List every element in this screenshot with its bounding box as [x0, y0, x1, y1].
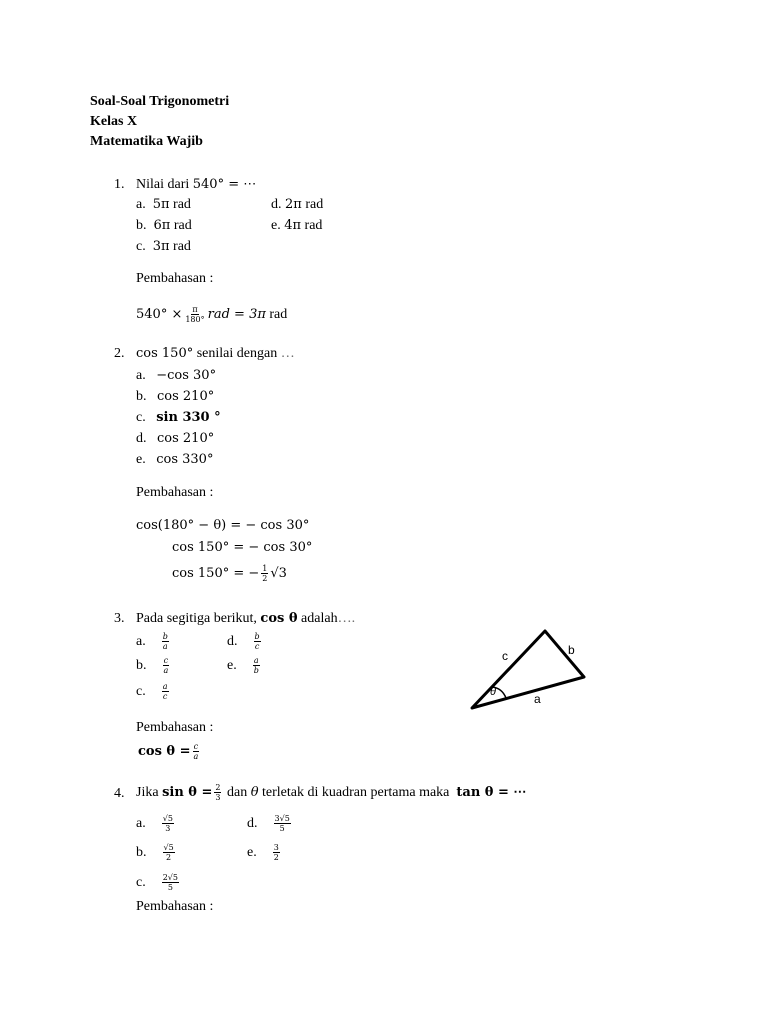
q4-number: 4. [114, 786, 125, 801]
q1-option-d: d. 2π rad [271, 197, 324, 212]
q2-question: cos 150° senilai dengan … [136, 346, 295, 361]
doc-subject: Matematika Wajib [90, 134, 203, 149]
triangle-side-a: a [534, 692, 541, 706]
q3-option-e: e. $\frac{a}{b}$ [227, 656, 259, 676]
q1-option-a: a. 5π rad [136, 197, 191, 212]
q2-solution-line2: cos 150° = − cos 30° [172, 540, 313, 555]
q2-pembahasan-label: Pembahasan : [136, 485, 214, 500]
q3-pembahasan-label: Pembahasan : [136, 720, 214, 735]
q1-option-b: b. 6π rad [136, 218, 192, 233]
q3-option-d: d. $\frac{b}{c}$ [227, 632, 260, 652]
q2-option-e: e. cos 330° [136, 452, 214, 467]
q2-option-d: d. cos 210° [136, 431, 215, 446]
q2-option-b: b. cos 210° [136, 389, 215, 404]
q4-option-e: e. $\frac{3}{2}$ [247, 843, 279, 863]
triangle-side-c: c [502, 649, 508, 663]
q4-option-c: c. $\frac{2√5}{5}$ [136, 873, 178, 893]
q3-option-c: c. $\frac{a}{c}$ [136, 682, 168, 702]
q1-number: 1. [114, 177, 125, 192]
triangle-angle-theta: θ [490, 686, 496, 698]
q1-text: Nilai dari [136, 177, 190, 192]
q1-option-e: e. 4π rad [271, 218, 323, 233]
q1-option-c: c. 3π rad [136, 239, 191, 254]
q2-number: 2. [114, 346, 125, 361]
doc-class: Kelas X [90, 114, 138, 129]
q2-solution-line3: cos 150° = − $\frac{1}{2}$ √3 [172, 563, 287, 583]
q2-option-c: c. sin 330 ° [136, 410, 221, 425]
q3-solution: cos θ = $\frac{c}{a}$ [138, 741, 199, 761]
q1-pembahasan-label: Pembahasan : [136, 271, 214, 286]
q4-option-d: d. $\frac{3√5}{5}$ [247, 814, 290, 834]
triangle-figure [466, 622, 596, 714]
q3-option-b: b. $\frac{c}{a}$ [136, 656, 169, 676]
q3-number: 3. [114, 611, 125, 626]
q1-expr: 540° = ⋯ [192, 177, 257, 192]
q1-question [136, 177, 256, 193]
q3-option-a: a. $\frac{b}{a}$ [136, 632, 168, 652]
q4-option-b: b. $\frac{√5}{2}$ [136, 843, 174, 863]
q1-solution-fraction: $\frac{\pi}{180^\circ}$ [185, 305, 205, 325]
q3-question: Pada segitiga berikut, cos θ adalah…. [136, 611, 356, 626]
doc-title: Soal-Soal Trigonometri [90, 94, 230, 109]
q4-question: Jika sin θ = $\frac{2}{3}$ dan θ terletak di kuadran pertama maka tan θ = ⋯ [136, 783, 527, 803]
q4-option-a: a. $\frac{√5}{3}$ [136, 814, 173, 834]
q2-option-a: a. −cos 30° [136, 368, 217, 383]
q1-solution: 540° × $\frac{\pi}{180^\circ}$ rad = 3π rad [136, 305, 288, 325]
q4-pembahasan-label: Pembahasan : [136, 899, 214, 914]
q2-solution-line1: cos(180° − θ) = − cos 30° [136, 518, 310, 533]
triangle-side-b: b [568, 643, 575, 657]
